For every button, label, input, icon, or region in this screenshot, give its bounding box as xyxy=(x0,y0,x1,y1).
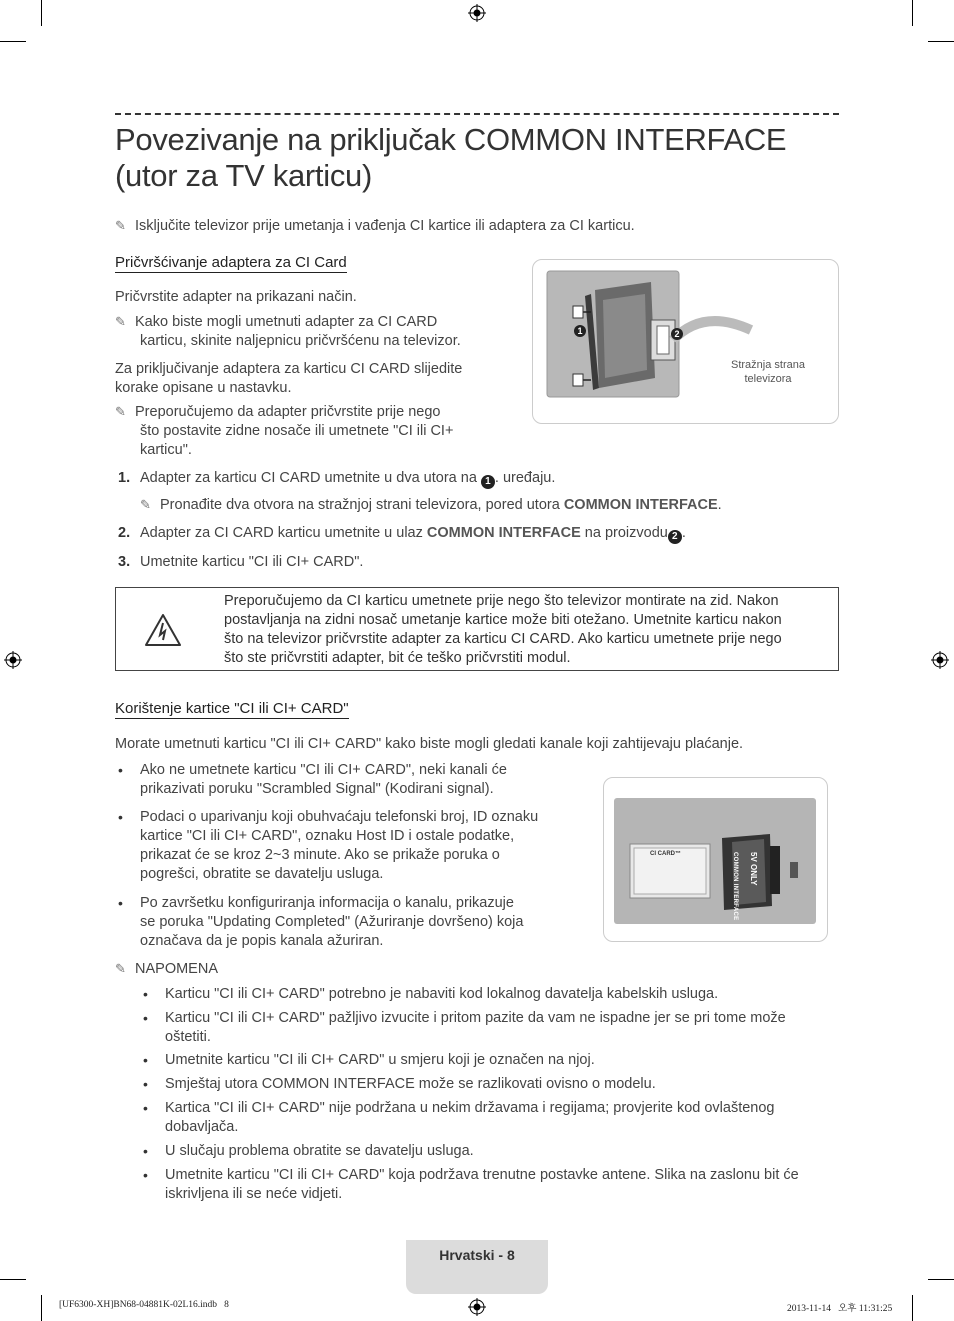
bullet-icon: • xyxy=(118,809,123,825)
bullet-line: prikazivati poruku "Scrambled Signal" (Kodirani signal). xyxy=(140,781,494,797)
ci-card-insert-icon xyxy=(604,778,827,941)
bullet-line: kartice "CI ili CI+ CARD", oznaku Host ID i ostale podatke, xyxy=(140,828,515,844)
bullet-icon: • xyxy=(143,1167,148,1183)
note-bullet-line: Smještaj utora COMMON INTERFACE može se razlikovati ovisno o modelu. xyxy=(165,1076,656,1092)
warning-box xyxy=(115,587,839,671)
step-number: 3. xyxy=(118,554,131,570)
ci-card-illustration xyxy=(603,777,828,942)
note-bullet-line: Kartica "CI ili CI+ CARD" nije podržana u nekim državama i regijama; provjerite kod ovlaštenog xyxy=(165,1100,775,1116)
note-bullet-line: iskrivljena ili se neće vidjeti. xyxy=(165,1186,343,1202)
warning-line: postavljanja na zidni nosač umetanje kartice može biti otežano. Umetnite karticu nakon xyxy=(224,612,782,628)
bullet-line: Podaci o uparivanju koji obuhvaćaju telefonski broj, ID oznaku xyxy=(140,809,539,825)
warning-line: Preporučujemo da CI karticu umetnete prije nego što televizor montirate na zid. Nakon xyxy=(224,593,779,609)
step-1 xyxy=(118,469,838,488)
note-bullet xyxy=(143,1142,837,1161)
tv-back-adapter-icon xyxy=(533,260,838,423)
paragraph xyxy=(115,360,462,398)
note-bullet xyxy=(143,1075,837,1094)
page-number-tab xyxy=(406,1240,548,1294)
warning-triangle-icon xyxy=(144,613,182,647)
step-3 xyxy=(118,553,838,572)
bullet-item xyxy=(118,808,580,884)
note-line: Preporučujemo da adapter pričvrstite prije nego xyxy=(135,404,441,420)
registration-mark-icon xyxy=(4,651,22,669)
registration-mark-icon xyxy=(468,4,486,22)
badge-label: 2 xyxy=(671,328,683,340)
slot-voltage-label: 5V ONLY xyxy=(749,852,758,886)
intro-note xyxy=(115,216,635,236)
paragraph: Pričvrstite adapter na prikazani način. xyxy=(115,289,357,305)
note-bullet-line: Karticu "CI ili CI+ CARD" pažljivo izvucite i pritom pazite da vam ne ispadne jer se pri tome može xyxy=(165,1010,786,1026)
step-text-bold: COMMON INTERFACE xyxy=(426,525,581,541)
step-badge-2 xyxy=(671,322,683,340)
paragraph: Morate umetnuti karticu "CI ili CI+ CARD" kako biste mogli gledati kanale koji zahtijevaju plaćanje. xyxy=(115,736,744,752)
crop-mark xyxy=(912,0,913,26)
step-1-note xyxy=(140,495,722,515)
step-number: 1. xyxy=(118,470,131,486)
bullet-line: Po završetku konfiguriranja informacija o kanalu, prikazuje xyxy=(140,895,514,911)
bullet-item xyxy=(118,761,580,799)
note-line: karticu". xyxy=(140,442,192,458)
step-text: Umetnite karticu "CI ili CI+ CARD". xyxy=(140,554,364,570)
badge-label: 1 xyxy=(574,325,586,337)
step-text: na proizvodu xyxy=(580,525,668,541)
note-pencil-icon: ✎ xyxy=(140,497,151,512)
step-badge-1 xyxy=(574,319,586,337)
note-pencil-icon: ✎ xyxy=(115,218,126,233)
step-badge: 1 xyxy=(481,475,495,489)
note-bullet-line: Umetnite karticu "CI ili CI+ CARD" koja podržava trenutne postavke antene. Slika na zaslonu bit će xyxy=(165,1167,799,1183)
footer-file-name: [UF6300-XH]BN68-04881K-02L16.indb 8 xyxy=(59,1300,229,1310)
intro-note-text: Isključite televizor prije umetanja i vađenja CI kartice ili adaptera za CI karticu. xyxy=(135,218,635,234)
note-line: što postavite zidne nosače ili umetnete "CI ili CI+ xyxy=(140,423,454,439)
crop-mark xyxy=(41,1295,42,1321)
note xyxy=(115,312,461,351)
crop-mark xyxy=(928,1279,954,1280)
bullet-icon: • xyxy=(143,1010,148,1026)
note-text: . xyxy=(717,497,722,513)
step-text: . xyxy=(681,525,686,541)
warning-text xyxy=(224,592,834,668)
caption-line: televizora xyxy=(744,373,792,385)
note-pencil-icon: ✎ xyxy=(115,314,126,329)
note-bullet-line: oštetiti. xyxy=(165,1029,211,1045)
slot-label: COMMON INTERFACE xyxy=(732,852,738,921)
note-bullet-line: dobavljača. xyxy=(165,1119,239,1135)
bullet-line: Ako ne umetnete karticu "CI ili CI+ CARD", neki kanali će xyxy=(140,762,507,778)
crop-mark xyxy=(912,1295,913,1321)
bullet-icon: • xyxy=(118,895,123,911)
bullet-line: pogrešci, obratite se davatelju usluga. xyxy=(140,866,384,882)
note-pencil-icon: ✎ xyxy=(115,961,126,976)
crop-mark xyxy=(928,41,954,42)
bullet-icon: • xyxy=(143,1076,148,1092)
section-heading-ci-card: Korištenje kartice "CI ili CI+ CARD" xyxy=(115,700,349,717)
note-pencil-icon: ✎ xyxy=(115,404,126,419)
paragraph-line: Za priključivanje adaptera za karticu CI CARD slijedite xyxy=(115,361,463,377)
bullet-icon: • xyxy=(143,1052,148,1068)
note-bullet xyxy=(143,1051,837,1070)
bullet-item xyxy=(118,894,580,951)
registration-mark-icon xyxy=(468,1298,486,1316)
napomena-text: NAPOMENA xyxy=(135,961,218,977)
bullet-line: označava da je popis kanala ažuriran. xyxy=(140,933,384,949)
step-number: 2. xyxy=(118,525,131,541)
warning-line: što ste pričvrstiti adapter, bit će teško pričvrstiti modul. xyxy=(224,650,571,666)
bullet-icon: • xyxy=(143,1100,148,1116)
crop-mark xyxy=(41,0,42,26)
page-number: Hrvatski - 8 xyxy=(439,1247,515,1263)
ci-card-label: CI CARD™ xyxy=(650,851,681,857)
bullet-icon: • xyxy=(143,1143,148,1159)
bullet-icon: • xyxy=(143,986,148,1002)
step-text: Adapter za karticu CI CARD umetnite u dva utora na xyxy=(140,470,481,486)
step-2 xyxy=(118,524,838,543)
note-bullet xyxy=(143,985,837,1004)
note-bullet xyxy=(143,1166,837,1204)
bullet-icon: • xyxy=(118,762,123,778)
image-caption xyxy=(718,358,818,386)
note-bullet xyxy=(143,1099,837,1137)
napomena-heading xyxy=(115,959,218,979)
note-text-bold: COMMON INTERFACE xyxy=(563,497,718,513)
bullet-line: se poruka "Updating Completed" (Ažuriranje dovršeno) koja xyxy=(140,914,524,930)
paragraph-line: korake opisane u nastavku. xyxy=(115,380,292,396)
crop-mark xyxy=(0,41,26,42)
registration-mark-icon xyxy=(931,651,949,669)
note xyxy=(115,402,453,460)
page-title xyxy=(115,122,835,194)
warning-line: što na televizor pričvrstite adapter za karticu CI CARD. Ako karticu umetnete prije nego xyxy=(224,631,782,647)
footer-date: 2013-11-14 오후 11:31:25 xyxy=(787,1304,893,1314)
title-line-2: (utor za TV karticu) xyxy=(115,158,373,193)
section-heading-adapter: Pričvršćivanje adaptera za CI Card xyxy=(115,254,347,271)
note-bullet-line: Umetnite karticu "CI ili CI+ CARD" u smjeru koji je označen na njoj. xyxy=(165,1052,595,1068)
crop-mark xyxy=(0,1279,26,1280)
step-text: Adapter za CI CARD karticu umetnite u ulaz xyxy=(140,525,427,541)
note-line: karticu, skinite naljepnicu pričvršćenu na televizor. xyxy=(140,333,461,349)
note-text: Pronađite dva otvora na stražnjoj strani televizora, pored utora xyxy=(160,497,564,513)
note-line: Kako biste mogli umetnuti adapter za CI CARD xyxy=(135,314,438,330)
step-text: . uređaju. xyxy=(494,470,556,486)
bullet-line: prikazat će se kroz 2~3 minute. Ako se prikaže poruka o xyxy=(140,847,500,863)
step-badge: 2 xyxy=(668,530,682,544)
title-rule xyxy=(115,113,839,115)
adapter-illustration xyxy=(532,259,839,424)
note-bullet-line: Karticu "CI ili CI+ CARD" potrebno je nabaviti kod lokalnog davatelja kabelskih usluga. xyxy=(165,986,719,1002)
note-bullet xyxy=(143,1009,837,1047)
title-line-1: Povezivanje na priključak COMMON INTERFACE xyxy=(115,122,787,157)
note-bullet-line: U slučaju problema obratite se davatelju usluga. xyxy=(165,1143,474,1159)
caption-line: Stražnja strana xyxy=(731,359,805,371)
